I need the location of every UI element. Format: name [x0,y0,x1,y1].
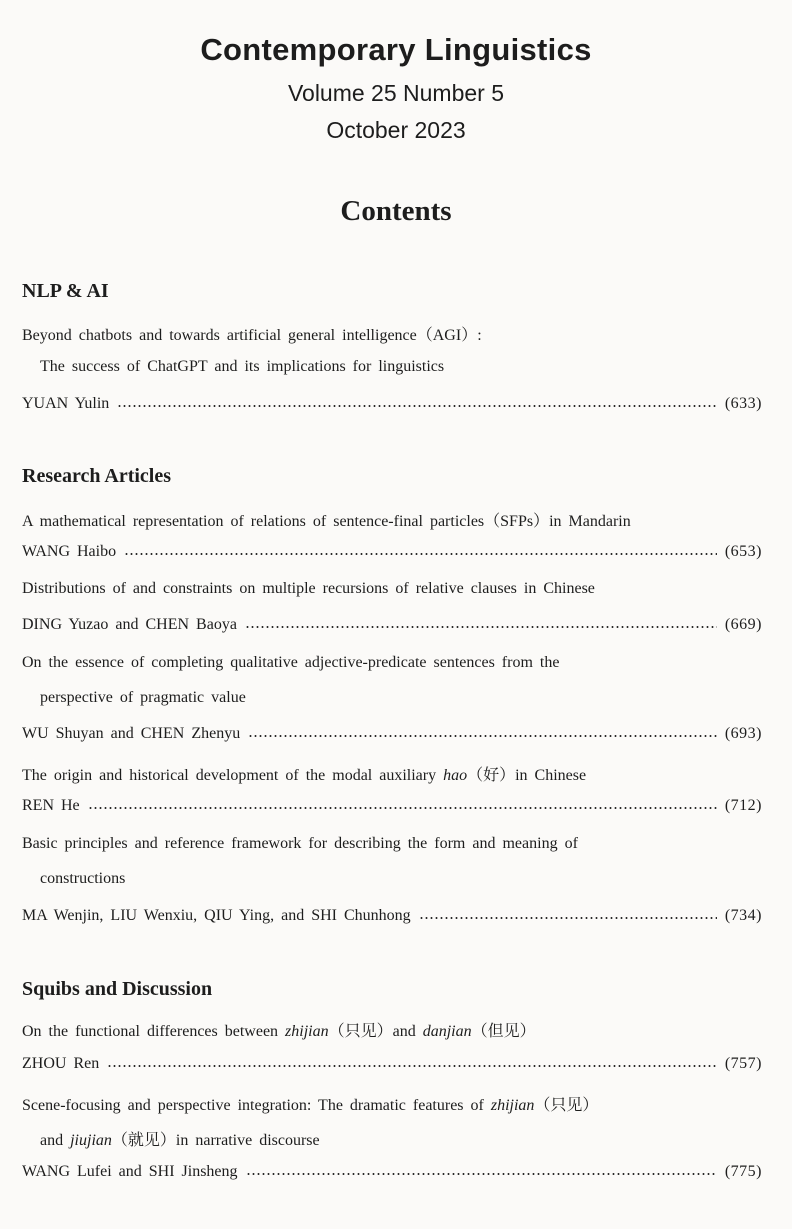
contents-heading: Contents [340,195,452,227]
toc-entry-author-line[interactable] [22,616,762,638]
italic-term: hao [443,767,468,784]
article-title-line: On the functional differences between zhijian（只见）and danjian（但见） [22,1023,536,1040]
section-heading-squibs-discussion: Squibs and Discussion [22,978,213,1000]
italic-term: zhijian [490,1097,535,1114]
article-authors: MA Wenjin, LIU Wenxiu, QIU Ying, and SHI Chunhong [22,907,411,924]
volume-line: Volume 25 Number 5 [287,80,505,106]
dot-leader [124,552,717,556]
page-number: (669) [724,616,762,633]
article-title-line: and jiujian（就见）in narrative discourse [40,1132,320,1149]
toc-entry-author-line[interactable] [22,1055,762,1077]
article-title-line: Scene-focusing and perspective integration: The dramatic features of zhijian（只见） [22,1097,599,1114]
dot-leader [248,734,717,738]
dot-leader [117,404,717,408]
page-number: (633) [724,395,762,412]
page-number: (734) [724,907,762,924]
article-title-line: On the essence of completing qualitative adjective-predicate sentences from the [22,654,560,671]
page-number: (775) [724,1163,762,1180]
toc-entry-author-line[interactable] [22,907,762,929]
section-heading-nlp-ai: NLP & AI [22,280,109,302]
article-title-line: The origin and historical development of the modal auxiliary hao（好）in Chinese [22,767,587,784]
article-title-line: Distributions of and constraints on multiple recursions of relative clauses in Chinese [22,580,595,597]
article-title-line: Basic principles and reference framework for describing the form and meaning of [22,835,578,852]
italic-term: zhijian [285,1023,329,1040]
article-authors: YUAN Yulin [22,395,110,412]
page-number: (653) [724,543,762,560]
journal-title: Contemporary Linguistics [200,32,592,67]
article-authors: WANG Lufei and SHI Jinsheng [22,1163,238,1180]
dot-leader [246,1172,717,1176]
dot-leader [245,625,717,629]
article-title-line: Beyond chatbots and towards artificial general intelligence（AGI）: [22,327,482,344]
toc-entry-author-line[interactable] [22,543,762,565]
article-title-line: A mathematical representation of relations of sentence-final particles（SFPs）in Mandarin [22,513,631,530]
page-number: (693) [724,725,762,742]
article-title-line: constructions [40,870,126,887]
article-authors: REN He [22,797,80,814]
italic-term: jiujian [70,1132,112,1149]
dot-leader [419,916,717,920]
article-title-line: The success of ChatGPT and its implications for linguistics [40,358,445,375]
article-authors: WANG Haibo [22,543,117,560]
toc-entry-author-line[interactable] [22,797,762,819]
date-line: October 2023 [326,117,466,143]
italic-term: danjian [422,1023,472,1040]
dot-leader [107,1064,717,1068]
section-heading-research-articles: Research Articles [22,465,172,487]
toc-entry-author-line[interactable] [22,1163,762,1185]
article-authors: WU Shuyan and CHEN Zhenyu [22,725,241,742]
article-authors: ZHOU Ren [22,1055,100,1072]
toc-entry-author-line[interactable] [22,725,762,747]
toc-entry-author-line[interactable] [22,395,762,417]
dot-leader [88,806,717,810]
page-number: (757) [724,1055,762,1072]
article-title-line: perspective of pragmatic value [40,689,246,706]
article-authors: DING Yuzao and CHEN Baoya [22,616,237,633]
page-number: (712) [724,797,762,814]
